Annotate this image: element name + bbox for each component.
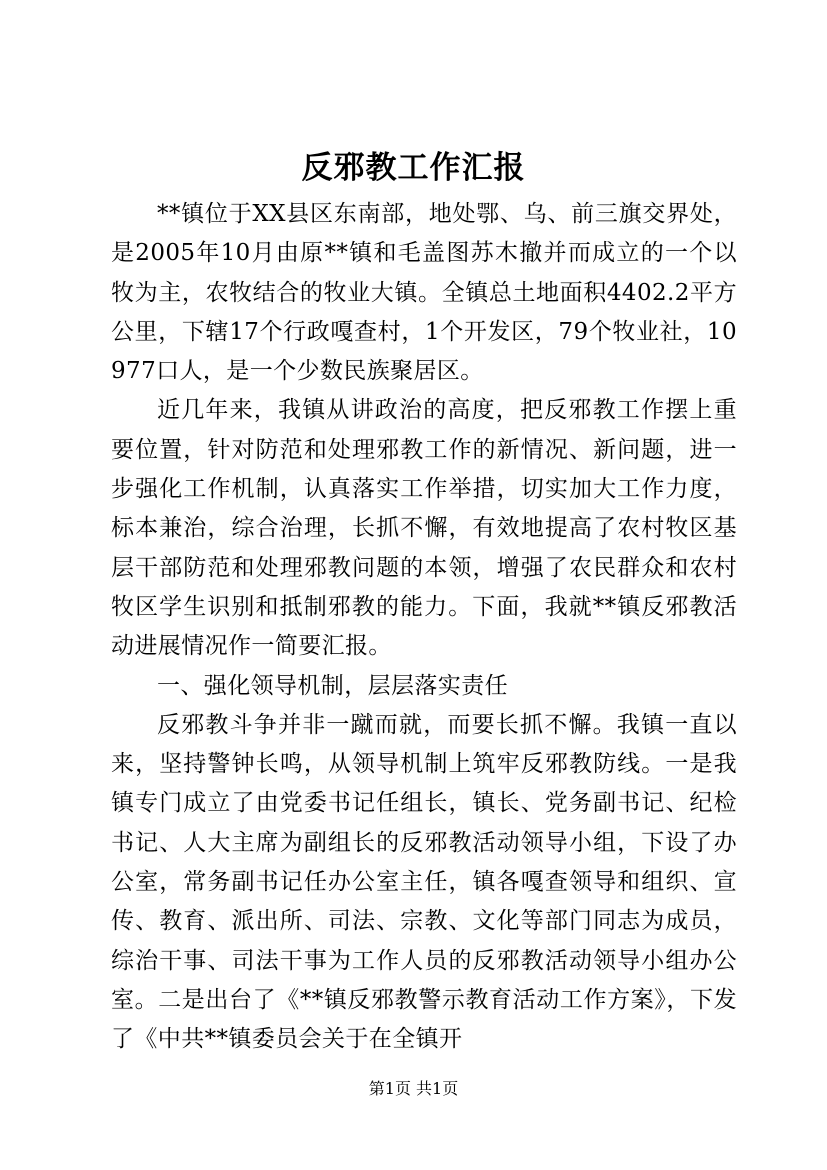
- page-number-footer: 第1页 共1页: [368, 1079, 459, 1098]
- section-paragraph: 反邪教斗争并非一蹴而就，而要长抓不懈。我镇一直以来，坚持警钟长鸣，从领导机制上筑牢反邪教防线。一是我镇专门成立了由党委书记任组长，镇长、党务副书记、纪检书记、人大主席为副组长的反邪教活动领导小组，下设了办公室，常务副书记任办公室主任，镇各嘎查领导和组织、宣传、教育、派出所、司法、宗教、文化等部门同志为成员，综治干事、司法干事为工作人员的反邪教活动领导小组办公室。二是出台了《**镇反邪教警示教育活动工作方案》，下发了《中共**镇委员会关于在全镇开: [111, 711, 737, 1053]
- document-title: 反邪教工作汇报: [301, 150, 526, 186]
- overview-paragraph: 近几年来，我镇从讲政治的高度，把反邪教工作摆上重要位置，针对防范和处理邪教工作的新情况、新问题，进一步强化工作机制，认真落实工作举措，切实加大工作力度，标本兼治，综合治理，长抓不懈，有效地提高了农村牧区基层干部防范和处理邪教问题的本领，增强了农民群众和农村牧区学生识别和抵制邪教的能力。下面，我就**镇反邪教活动进展情况作一简要汇报。: [111, 397, 737, 660]
- document-body: [111, 195, 737, 1060]
- intro-paragraph: **镇位于XX县区东南部，地处鄂、乌、前三旗交界处，是2005年10月由原**镇和毛盖图苏木撤并而成立的一个以牧为主，农牧结合的牧业大镇。全镇总土地面积4402.2平方公里，下辖17个行政嘎查村，1个开发区，79个牧业社，10977口人，是一个少数民族聚居区。: [111, 201, 737, 385]
- section-heading: 一、强化领导机制，层层落实责任: [157, 672, 508, 699]
